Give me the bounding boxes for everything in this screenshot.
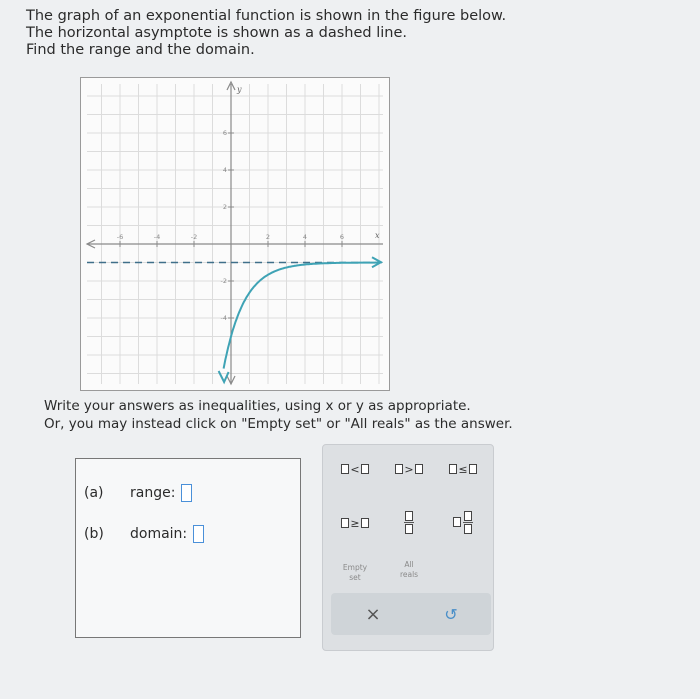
x-tick-label: -6 [116, 233, 124, 241]
undo-button[interactable] [431, 601, 471, 627]
range-label: range: [130, 485, 176, 501]
instructions [44, 397, 513, 433]
instructions-line-2: Or, you may instead click on "Empty set" or "All reals" as the answer. [44, 416, 513, 432]
clear-button[interactable] [353, 601, 393, 627]
x-axis-label: x [375, 231, 380, 240]
curve-arrow-down-icon [219, 371, 229, 382]
y-tick-label: 6 [222, 129, 227, 137]
undo-icon: ↺ [444, 604, 458, 624]
domain-input[interactable] [193, 525, 204, 543]
problem-statement [26, 8, 506, 59]
y-tick-label: -4 [220, 314, 227, 322]
math-keypad [322, 444, 494, 651]
less-than-button[interactable]: < [331, 459, 379, 479]
domain-row [84, 525, 204, 543]
y-axis-label: y [237, 85, 242, 94]
y-tick-label: 4 [222, 166, 227, 174]
range-tag: (a) [84, 485, 104, 501]
close-icon: × [365, 603, 381, 625]
empty-set-button[interactable]: Empty set [342, 563, 368, 582]
instructions-line-1: Write your answers as inequalities, using x or y as appropriate. [44, 398, 471, 414]
x-tick-label: -2 [190, 233, 198, 241]
greater-equal-button[interactable]: ≥ [331, 513, 379, 533]
y-tick-label: 2 [222, 203, 227, 211]
x-tick-label: -4 [153, 233, 161, 241]
range-input[interactable] [181, 484, 192, 502]
domain-label: domain: [130, 526, 188, 542]
x-tick-label: 2 [265, 233, 271, 241]
x-tick-label: 6 [339, 233, 345, 241]
mixed-number-button[interactable] [439, 507, 487, 537]
range-row [84, 484, 192, 502]
graph-panel [80, 77, 390, 391]
less-equal-button[interactable]: ≤ [439, 459, 487, 479]
fraction-button[interactable] [385, 507, 433, 537]
exponential-graph [81, 78, 389, 390]
all-reals-button[interactable]: All reals [399, 560, 419, 579]
keypad-action-bar [331, 593, 491, 635]
exponential-curve [224, 263, 379, 369]
domain-tag: (b) [84, 526, 104, 542]
prompt-line-2: The horizontal asymptote is shown as a dashed line. [26, 25, 407, 41]
x-tick-label: 4 [302, 233, 308, 241]
answer-panel [75, 458, 301, 638]
y-tick-label: -2 [220, 277, 227, 285]
prompt-line-1: The graph of an exponential function is shown in the figure below. [26, 8, 507, 24]
prompt-line-3: Find the range and the domain. [26, 42, 255, 58]
greater-than-button[interactable]: > [385, 459, 433, 479]
